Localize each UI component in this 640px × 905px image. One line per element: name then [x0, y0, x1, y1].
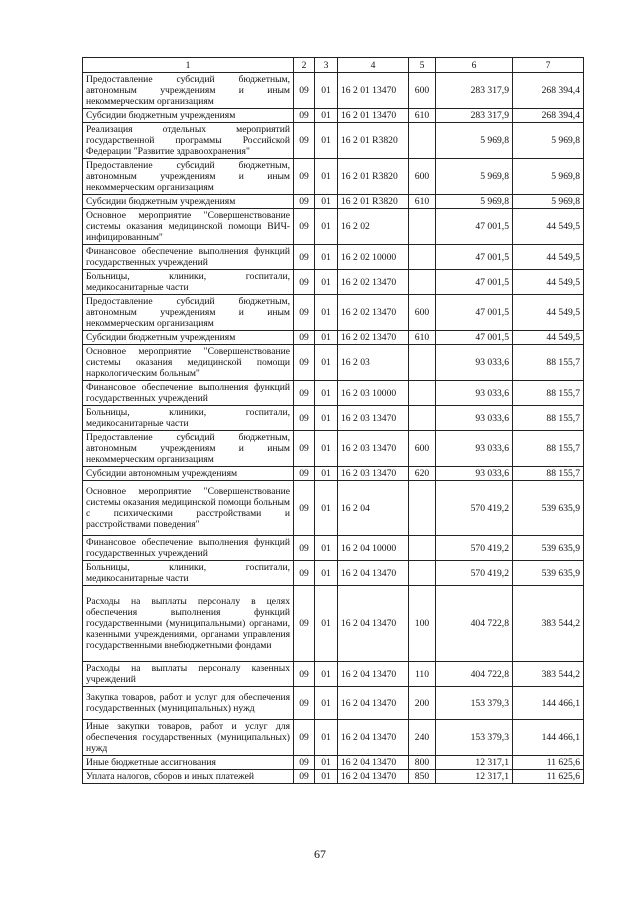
- target-article-code: 16 2 03 13470: [338, 467, 409, 481]
- section-code: 09: [294, 770, 315, 784]
- subsection-code: 01: [315, 756, 338, 770]
- table-row: [83, 195, 584, 209]
- header-col-5: 5: [409, 58, 436, 73]
- table-row: [83, 467, 584, 481]
- row-name: Больницы, клиники, госпитали, медикосанитарные части: [83, 406, 294, 431]
- section-code: 09: [294, 73, 315, 109]
- expense-type-code: 600: [409, 73, 436, 109]
- expense-type-code: 610: [409, 331, 436, 345]
- row-name: Иные бюджетные ассигнования: [83, 756, 294, 770]
- amount-col-7: 88 155,7: [513, 467, 584, 481]
- target-article-code: 16 2 04 13470: [338, 720, 409, 756]
- expense-type-code: 110: [409, 662, 436, 687]
- amount-col-6: 47 001,5: [436, 209, 513, 245]
- target-article-code: 16 2 04 13470: [338, 687, 409, 720]
- amount-col-6: 12 317,1: [436, 770, 513, 784]
- row-name: Основное мероприятие "Совершенствование системы оказания медицинской помощи наркологическим больным": [83, 345, 294, 381]
- expense-type-code: [409, 381, 436, 406]
- section-code: 09: [294, 561, 315, 586]
- amount-col-7: 383 544,2: [513, 662, 584, 687]
- target-article-code: 16 2 04 10000: [338, 536, 409, 561]
- subsection-code: 01: [315, 431, 338, 467]
- target-article-code: 16 2 01 R3820: [338, 195, 409, 209]
- section-code: 09: [294, 345, 315, 381]
- row-name: Основное мероприятие "Совершенствование системы оказания медицинской помощи больным с психическими расстройствами и расстройствами поведения": [83, 481, 294, 536]
- row-name: Финансовое обеспечение выполнения функций государственных учреждений: [83, 381, 294, 406]
- row-name: Финансовое обеспечение выполнения функций государственных учреждений: [83, 245, 294, 270]
- table-row: [83, 381, 584, 406]
- subsection-code: 01: [315, 561, 338, 586]
- target-article-code: 16 2 01 13470: [338, 109, 409, 123]
- target-article-code: 16 2 04 13470: [338, 662, 409, 687]
- section-code: 09: [294, 687, 315, 720]
- amount-col-7: 44 549,5: [513, 270, 584, 295]
- amount-col-7: 539 635,9: [513, 481, 584, 536]
- target-article-code: 16 2 01 R3820: [338, 123, 409, 159]
- subsection-code: 01: [315, 123, 338, 159]
- row-name: Финансовое обеспечение выполнения функций государственных учреждений: [83, 536, 294, 561]
- row-name: Субсидии бюджетным учреждениям: [83, 331, 294, 345]
- table-row: [83, 209, 584, 245]
- target-article-code: 16 2 04 13470: [338, 770, 409, 784]
- header-col-2: 2: [294, 58, 315, 73]
- expense-type-code: 240: [409, 720, 436, 756]
- amount-col-7: 88 155,7: [513, 381, 584, 406]
- subsection-code: 01: [315, 687, 338, 720]
- section-code: 09: [294, 467, 315, 481]
- table-row: [83, 295, 584, 331]
- subsection-code: 01: [315, 195, 338, 209]
- amount-col-6: 47 001,5: [436, 295, 513, 331]
- target-article-code: 16 2 04 13470: [338, 586, 409, 662]
- amount-col-7: 5 969,8: [513, 159, 584, 195]
- subsection-code: 01: [315, 209, 338, 245]
- row-name: Реализация отдельных мероприятий государственной программы Российской Федерации "Развитие здравоохранения": [83, 123, 294, 159]
- expense-type-code: 200: [409, 687, 436, 720]
- section-code: 09: [294, 270, 315, 295]
- table-row: [83, 331, 584, 345]
- section-code: 09: [294, 123, 315, 159]
- table-row: [83, 406, 584, 431]
- table-row: [83, 586, 584, 662]
- row-name: Расходы на выплаты персоналу в целях обеспечения выполнения функций государственными (муниципальными) органами, казенными учреждениями, органами управления государственными внебюджетными фондами: [83, 586, 294, 662]
- amount-col-7: 11 625,6: [513, 770, 584, 784]
- subsection-code: 01: [315, 159, 338, 195]
- subsection-code: 01: [315, 331, 338, 345]
- subsection-code: 01: [315, 270, 338, 295]
- amount-col-6: 12 317,1: [436, 756, 513, 770]
- table-row: [83, 123, 584, 159]
- row-name: Субсидии бюджетным учреждениям: [83, 195, 294, 209]
- section-code: 09: [294, 195, 315, 209]
- expense-type-code: [409, 209, 436, 245]
- subsection-code: 01: [315, 586, 338, 662]
- row-name: Уплата налогов, сборов и иных платежей: [83, 770, 294, 784]
- section-code: 09: [294, 381, 315, 406]
- subsection-code: 01: [315, 295, 338, 331]
- subsection-code: 01: [315, 245, 338, 270]
- row-name: Основное мероприятие "Совершенствование системы оказания медицинской помощи ВИЧ-инфицированным": [83, 209, 294, 245]
- section-code: 09: [294, 720, 315, 756]
- table-row: [83, 345, 584, 381]
- section-code: 09: [294, 331, 315, 345]
- section-code: 09: [294, 406, 315, 431]
- target-article-code: 16 2 02 10000: [338, 245, 409, 270]
- target-article-code: 16 2 02 13470: [338, 331, 409, 345]
- subsection-code: 01: [315, 662, 338, 687]
- amount-col-7: 88 155,7: [513, 406, 584, 431]
- target-article-code: 16 2 01 13470: [338, 73, 409, 109]
- amount-col-6: 93 033,6: [436, 406, 513, 431]
- subsection-code: 01: [315, 720, 338, 756]
- subsection-code: 01: [315, 381, 338, 406]
- table-row: [83, 73, 584, 109]
- amount-col-6: 283 317,9: [436, 73, 513, 109]
- subsection-code: 01: [315, 109, 338, 123]
- row-name: Расходы на выплаты персоналу казенных учреждений: [83, 662, 294, 687]
- amount-col-7: 144 466,1: [513, 720, 584, 756]
- subsection-code: 01: [315, 536, 338, 561]
- expense-type-code: [409, 561, 436, 586]
- table-row: [83, 561, 584, 586]
- amount-col-7: 268 394,4: [513, 109, 584, 123]
- row-name: Субсидии бюджетным учреждениям: [83, 109, 294, 123]
- row-name: Предоставление субсидий бюджетным, автономным учреждениям и иным некоммерческим организациям: [83, 431, 294, 467]
- expense-type-code: [409, 345, 436, 381]
- expense-type-code: 610: [409, 195, 436, 209]
- expense-type-code: 600: [409, 431, 436, 467]
- table-row: [83, 687, 584, 720]
- section-code: 09: [294, 159, 315, 195]
- amount-col-7: 44 549,5: [513, 331, 584, 345]
- amount-col-6: 283 317,9: [436, 109, 513, 123]
- row-name: Больницы, клиники, госпитали, медикосанитарные части: [83, 270, 294, 295]
- header-col-4: 4: [338, 58, 409, 73]
- section-code: 09: [294, 109, 315, 123]
- table-row: [83, 431, 584, 467]
- amount-col-7: 88 155,7: [513, 431, 584, 467]
- row-name: Предоставление субсидий бюджетным, автономным учреждениям и иным некоммерческим организациям: [83, 295, 294, 331]
- table-row: [83, 270, 584, 295]
- amount-col-7: 5 969,8: [513, 123, 584, 159]
- target-article-code: 16 2 03: [338, 345, 409, 381]
- header-col-6: 6: [436, 58, 513, 73]
- page-number: 67: [314, 847, 326, 861]
- amount-col-6: 47 001,5: [436, 270, 513, 295]
- expense-type-code: [409, 270, 436, 295]
- section-code: 09: [294, 536, 315, 561]
- section-code: 09: [294, 586, 315, 662]
- expense-type-code: [409, 245, 436, 270]
- amount-col-6: 47 001,5: [436, 331, 513, 345]
- target-article-code: 16 2 02 13470: [338, 295, 409, 331]
- subsection-code: 01: [315, 467, 338, 481]
- amount-col-6: 5 969,8: [436, 123, 513, 159]
- header-col-7: 7: [513, 58, 584, 73]
- table-row: [83, 481, 584, 536]
- expense-type-code: 800: [409, 756, 436, 770]
- amount-col-7: 44 549,5: [513, 209, 584, 245]
- amount-col-7: 539 635,9: [513, 561, 584, 586]
- table-row: [83, 770, 584, 784]
- amount-col-7: 11 625,6: [513, 756, 584, 770]
- table-row: [83, 109, 584, 123]
- expense-type-code: 100: [409, 586, 436, 662]
- expense-type-code: [409, 481, 436, 536]
- amount-col-6: 93 033,6: [436, 381, 513, 406]
- row-name: Больницы, клиники, госпитали, медикосанитарные части: [83, 561, 294, 586]
- row-name: Закупка товаров, работ и услуг для обеспечения государственных (муниципальных) нужд: [83, 687, 294, 720]
- section-code: 09: [294, 481, 315, 536]
- row-name: Иные закупки товаров, работ и услуг для обеспечения государственных (муниципальных) нужд: [83, 720, 294, 756]
- subsection-code: 01: [315, 406, 338, 431]
- target-article-code: 16 2 04 13470: [338, 561, 409, 586]
- target-article-code: 16 2 03 13470: [338, 431, 409, 467]
- amount-col-6: 404 722,8: [436, 586, 513, 662]
- expense-type-code: [409, 536, 436, 561]
- amount-col-7: 5 969,8: [513, 195, 584, 209]
- section-code: 09: [294, 662, 315, 687]
- target-article-code: 16 2 03 13470: [338, 406, 409, 431]
- expense-type-code: [409, 123, 436, 159]
- amount-col-7: 44 549,5: [513, 245, 584, 270]
- expense-type-code: 600: [409, 295, 436, 331]
- table-row: [83, 245, 584, 270]
- amount-col-6: 153 379,3: [436, 687, 513, 720]
- amount-col-7: 539 635,9: [513, 536, 584, 561]
- amount-col-7: 144 466,1: [513, 687, 584, 720]
- row-name: Субсидии автономным учреждениям: [83, 467, 294, 481]
- amount-col-6: 570 419,2: [436, 536, 513, 561]
- target-article-code: 16 2 02: [338, 209, 409, 245]
- header-col-3: 3: [315, 58, 338, 73]
- table-row: [83, 536, 584, 561]
- subsection-code: 01: [315, 481, 338, 536]
- amount-col-7: 383 544,2: [513, 586, 584, 662]
- target-article-code: 16 2 02 13470: [338, 270, 409, 295]
- expense-type-code: 620: [409, 467, 436, 481]
- subsection-code: 01: [315, 345, 338, 381]
- expense-type-code: 600: [409, 159, 436, 195]
- table-row: [83, 720, 584, 756]
- amount-col-6: 93 033,6: [436, 467, 513, 481]
- target-article-code: 16 2 01 R3820: [338, 159, 409, 195]
- amount-col-7: 268 394,4: [513, 73, 584, 109]
- header-row: [83, 58, 584, 73]
- row-name: Предоставление субсидий бюджетным, автономным учреждениям и иным некоммерческим организациям: [83, 159, 294, 195]
- amount-col-6: 47 001,5: [436, 245, 513, 270]
- subsection-code: 01: [315, 73, 338, 109]
- target-article-code: 16 2 04: [338, 481, 409, 536]
- table-row: [83, 662, 584, 687]
- section-code: 09: [294, 295, 315, 331]
- target-article-code: 16 2 03 10000: [338, 381, 409, 406]
- amount-col-6: 404 722,8: [436, 662, 513, 687]
- amount-col-6: 153 379,3: [436, 720, 513, 756]
- target-article-code: 16 2 04 13470: [338, 756, 409, 770]
- table-row: [83, 756, 584, 770]
- section-code: 09: [294, 209, 315, 245]
- amount-col-6: 93 033,6: [436, 345, 513, 381]
- amount-col-6: 5 969,8: [436, 195, 513, 209]
- subsection-code: 01: [315, 770, 338, 784]
- header-col-1: 1: [83, 58, 294, 73]
- table-body: [83, 73, 584, 784]
- amount-col-7: 88 155,7: [513, 345, 584, 381]
- expense-type-code: 610: [409, 109, 436, 123]
- section-code: 09: [294, 431, 315, 467]
- section-code: 09: [294, 245, 315, 270]
- amount-col-6: 5 969,8: [436, 159, 513, 195]
- expense-type-code: 850: [409, 770, 436, 784]
- table-row: [83, 159, 584, 195]
- amount-col-6: 570 419,2: [436, 561, 513, 586]
- expense-type-code: [409, 406, 436, 431]
- row-name: Предоставление субсидий бюджетным, автономным учреждениям и иным некоммерческим организациям: [83, 73, 294, 109]
- budget-table: [82, 57, 584, 784]
- amount-col-6: 93 033,6: [436, 431, 513, 467]
- section-code: 09: [294, 756, 315, 770]
- amount-col-6: 570 419,2: [436, 481, 513, 536]
- amount-col-7: 44 549,5: [513, 295, 584, 331]
